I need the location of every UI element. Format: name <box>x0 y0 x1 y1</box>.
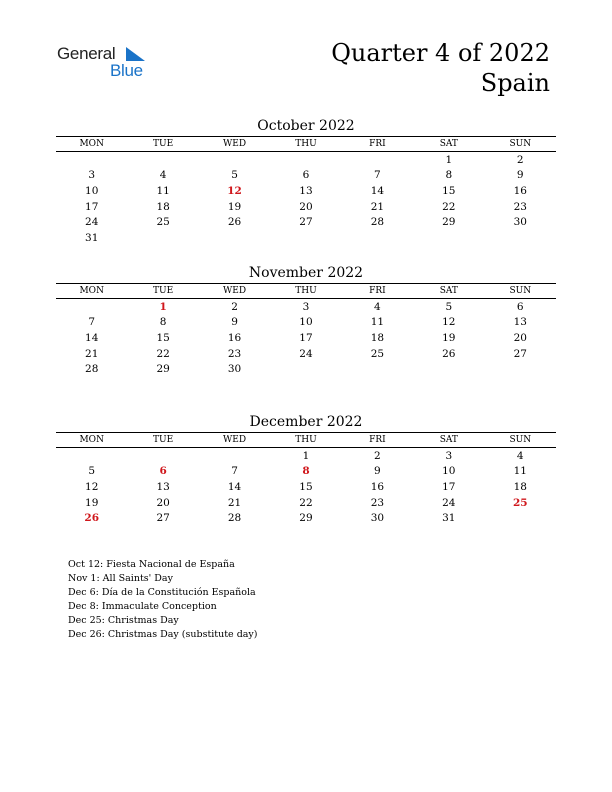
empty-day-cell <box>56 152 127 168</box>
day-cell: 18 <box>370 331 385 344</box>
day-cell: 10 <box>299 316 313 329</box>
day-cell: 22 <box>299 496 313 509</box>
empty-day-cell <box>485 361 556 377</box>
month-december <box>56 412 556 526</box>
day-cell: 3 <box>445 449 453 462</box>
day-cell: 3 <box>302 300 310 313</box>
weekday-header: TUE <box>127 433 198 448</box>
quarter-title: Quarter 4 of 2022 <box>331 39 550 67</box>
empty-day-cell <box>342 152 413 168</box>
day-cell: 12 <box>442 316 456 329</box>
day-cell: 15 <box>156 331 170 344</box>
day-cell: 23 <box>227 347 242 360</box>
day-cell: 8 <box>445 169 453 182</box>
day-cell: 29 <box>156 363 170 376</box>
day-cell: 16 <box>370 480 385 493</box>
day-cell: 6 <box>516 300 524 313</box>
day-cell: 20 <box>156 496 170 509</box>
month-title: November 2022 <box>248 265 364 281</box>
weekday-header: SUN <box>485 284 556 299</box>
day-cell: 27 <box>156 512 170 525</box>
day-cell: 20 <box>513 331 527 344</box>
weekday-header: FRI <box>342 137 413 152</box>
empty-day-cell <box>56 448 127 464</box>
day-cell: 8 <box>159 316 167 329</box>
day-cell: 18 <box>513 480 527 493</box>
day-cell: 21 <box>85 347 99 360</box>
day-cell: 17 <box>85 200 99 213</box>
weekday-header: TUE <box>127 284 198 299</box>
day-cell: 18 <box>156 200 170 213</box>
empty-day-cell <box>199 448 270 464</box>
calendar-table <box>56 283 556 377</box>
empty-day-cell <box>485 230 556 246</box>
day-cell: 22 <box>156 347 170 360</box>
weekday-header: FRI <box>342 284 413 299</box>
empty-day-cell <box>127 152 198 168</box>
day-cell: 13 <box>513 316 527 329</box>
day-cell: 24 <box>85 216 99 229</box>
day-cell: 27 <box>299 216 313 229</box>
day-cell: 20 <box>299 200 313 213</box>
day-cell: 30 <box>227 363 242 376</box>
week-row <box>56 464 556 480</box>
day-cell: 17 <box>442 480 456 493</box>
day-cell: 16 <box>227 331 242 344</box>
week-row <box>56 183 556 199</box>
day-cell: 24 <box>442 496 456 509</box>
weekday-header: FRI <box>342 433 413 448</box>
holiday-day-cell: 12 <box>227 184 242 197</box>
empty-day-cell <box>342 361 413 377</box>
day-cell: 2 <box>374 449 381 462</box>
empty-day-cell <box>56 299 127 315</box>
day-cell: 1 <box>302 449 310 462</box>
logo <box>57 44 157 84</box>
weekday-header: WED <box>199 284 270 299</box>
weekday-header: THU <box>270 137 341 152</box>
empty-day-cell <box>413 230 484 246</box>
week-row <box>56 299 556 315</box>
week-row <box>56 361 556 377</box>
day-cell: 15 <box>442 184 456 197</box>
holiday-day-cell: 8 <box>302 465 310 478</box>
day-cell: 28 <box>370 216 385 229</box>
day-cell: 2 <box>231 300 238 313</box>
empty-day-cell <box>127 448 198 464</box>
day-cell: 29 <box>442 216 456 229</box>
day-cell: 13 <box>299 184 313 197</box>
week-row <box>56 346 556 362</box>
day-cell: 27 <box>513 347 527 360</box>
day-cell: 15 <box>299 480 313 493</box>
weekday-header: SAT <box>413 137 484 152</box>
weekday-header: WED <box>199 137 270 152</box>
holiday-item: Dec 6: Día de la Constitución Española <box>68 587 256 598</box>
day-cell: 29 <box>299 512 313 525</box>
day-cell: 12 <box>85 480 99 493</box>
week-row <box>56 448 556 464</box>
day-cell: 23 <box>370 496 385 509</box>
day-cell: 5 <box>88 465 96 478</box>
day-cell: 14 <box>227 480 242 493</box>
day-cell: 7 <box>88 316 96 329</box>
weekday-header: MON <box>56 137 127 152</box>
empty-day-cell <box>485 510 556 526</box>
day-cell: 30 <box>370 512 385 525</box>
day-cell: 28 <box>85 363 99 376</box>
weekday-header: SAT <box>413 433 484 448</box>
day-cell: 11 <box>156 184 170 197</box>
week-row <box>56 479 556 495</box>
holiday-item: Dec 26: Christmas Day (substitute day) <box>68 629 258 640</box>
week-row <box>56 330 556 346</box>
day-cell: 4 <box>159 169 167 182</box>
day-cell: 25 <box>156 216 170 229</box>
day-cell: 19 <box>85 496 99 509</box>
logo-word-blue: Blue <box>110 61 143 80</box>
day-cell: 19 <box>442 331 456 344</box>
holiday-item: Dec 8: Immaculate Conception <box>68 601 217 612</box>
weekday-header: THU <box>270 433 341 448</box>
empty-day-cell <box>127 230 198 246</box>
day-cell: 10 <box>442 465 456 478</box>
empty-day-cell <box>270 361 341 377</box>
day-cell: 6 <box>302 169 310 182</box>
day-cell: 10 <box>85 184 99 197</box>
day-cell: 23 <box>513 200 527 213</box>
week-row <box>56 315 556 331</box>
weekday-header: SUN <box>485 137 556 152</box>
day-cell: 16 <box>513 184 527 197</box>
holiday-item: Dec 25: Christmas Day <box>68 615 179 626</box>
day-cell: 14 <box>85 331 99 344</box>
day-cell: 1 <box>445 153 453 166</box>
day-cell: 24 <box>299 347 313 360</box>
weekday-header: MON <box>56 433 127 448</box>
day-cell: 21 <box>227 496 242 509</box>
country-title: Spain <box>480 69 550 97</box>
month-title: December 2022 <box>249 414 363 430</box>
week-row <box>56 152 556 168</box>
week-row <box>56 495 556 511</box>
week-row <box>56 214 556 230</box>
day-cell: 22 <box>442 200 456 213</box>
empty-day-cell <box>270 152 341 168</box>
week-row <box>56 510 556 526</box>
empty-day-cell <box>342 230 413 246</box>
holiday-day-cell: 1 <box>159 300 167 313</box>
day-cell: 28 <box>227 512 242 525</box>
month-october <box>56 116 556 246</box>
month-november <box>56 263 556 377</box>
day-cell: 9 <box>516 169 524 182</box>
weekday-header: WED <box>199 433 270 448</box>
day-cell: 13 <box>156 480 170 493</box>
day-cell: 5 <box>445 300 453 313</box>
day-cell: 31 <box>442 512 456 525</box>
weekday-header: THU <box>270 284 341 299</box>
day-cell: 4 <box>374 300 381 313</box>
holiday-item: Oct 12: Fiesta Nacional de España <box>68 559 235 570</box>
day-cell: 26 <box>442 347 456 360</box>
day-cell: 31 <box>85 231 99 244</box>
day-cell: 11 <box>370 316 385 329</box>
day-cell: 26 <box>227 216 242 229</box>
day-cell: 9 <box>231 316 238 329</box>
week-row <box>56 199 556 215</box>
day-cell: 21 <box>370 200 385 213</box>
holiday-item: Nov 1: All Saints' Day <box>68 573 173 584</box>
weekday-header: SAT <box>413 284 484 299</box>
day-cell: 14 <box>370 184 385 197</box>
page-title <box>331 38 550 98</box>
weekday-header: MON <box>56 284 127 299</box>
weekday-header: TUE <box>127 137 198 152</box>
holiday-day-cell: 6 <box>159 465 167 478</box>
day-cell: 5 <box>231 169 238 182</box>
holiday-day-cell: 26 <box>84 512 100 525</box>
empty-day-cell <box>199 152 270 168</box>
day-cell: 7 <box>374 169 381 182</box>
logo-word-general: General <box>57 44 116 63</box>
weekday-header: SUN <box>485 433 556 448</box>
calendar-table <box>56 136 556 246</box>
holiday-list <box>68 558 258 642</box>
day-cell: 3 <box>88 169 96 182</box>
empty-day-cell <box>270 230 341 246</box>
logo-triangle-icon <box>124 46 146 62</box>
week-row <box>56 168 556 184</box>
day-cell: 19 <box>227 200 242 213</box>
calendar-table <box>56 432 556 526</box>
day-cell: 17 <box>299 331 313 344</box>
day-cell: 4 <box>516 449 524 462</box>
day-cell: 9 <box>374 465 381 478</box>
day-cell: 2 <box>516 153 524 166</box>
empty-day-cell <box>413 361 484 377</box>
week-row <box>56 230 556 246</box>
day-cell: 7 <box>231 465 238 478</box>
day-cell: 11 <box>513 465 527 478</box>
empty-day-cell <box>199 230 270 246</box>
day-cell: 25 <box>370 347 385 360</box>
month-title: October 2022 <box>257 118 355 134</box>
day-cell: 30 <box>513 216 527 229</box>
holiday-day-cell: 25 <box>512 496 528 509</box>
